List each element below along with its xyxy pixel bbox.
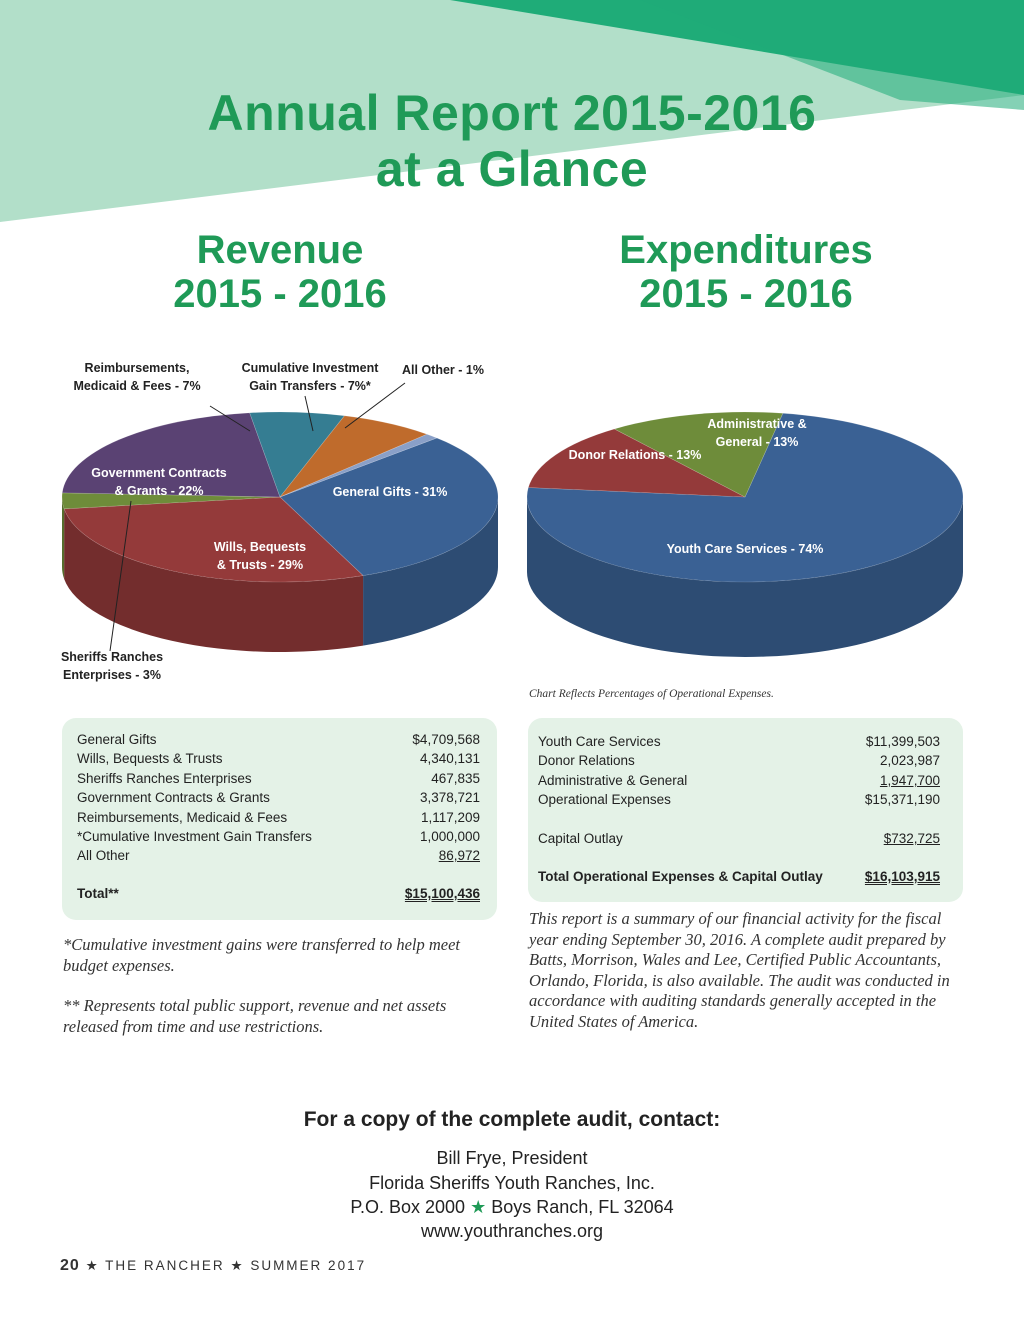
row-label: *Cumulative Investment Gain Transfers — [77, 829, 312, 844]
row-label: All Other — [77, 848, 130, 863]
slice-label-all-other: All Other - 1% — [402, 363, 484, 377]
row-label: Total Operational Expenses & Capital Outlay — [538, 869, 823, 884]
slice-label-wills-bequests-trusts: Wills, Bequests & Trusts - 29% — [213, 540, 307, 572]
row-value: 1,117,209 — [420, 810, 480, 825]
table-row — [538, 831, 940, 846]
row-value: 4,340,131 — [419, 751, 480, 766]
star-icon: ★ — [470, 1197, 487, 1217]
slice-label-donor-relations: Donor Relations - 13% — [568, 448, 702, 462]
row-label: Operational Expenses — [538, 792, 671, 807]
contact-name: Bill Frye, President — [436, 1148, 588, 1168]
table-row — [77, 732, 480, 747]
total-row — [538, 869, 940, 884]
row-label: Reimbursements, Medicaid & Fees — [77, 810, 288, 825]
table-row — [77, 848, 480, 863]
revenue-footnote-1: *Cumulative investment gains were transferred to help meet budget expenses. — [63, 935, 460, 975]
contact-website[interactable]: www.youthranches.org — [420, 1221, 604, 1241]
row-label: Sheriffs Ranches Enterprises — [77, 771, 252, 786]
row-value: 1,000,000 — [419, 829, 480, 844]
table-row — [77, 790, 480, 805]
star-icon: ★ — [230, 1258, 251, 1273]
slice-label-general-gifts: General Gifts - 31% — [332, 485, 448, 499]
chart-note: Chart Reflects Percentages of Operational Expenses. — [529, 688, 774, 700]
table-row — [538, 753, 940, 768]
contact-org: Florida Sheriffs Youth Ranches, Inc. — [369, 1173, 655, 1193]
page-footer: 20 ★ THE RANCHER ★ SUMMER 2017 — [60, 1257, 367, 1274]
total-row — [77, 886, 480, 901]
row-value: 467,835 — [431, 771, 480, 786]
row-value: $16,103,915 — [864, 869, 940, 884]
row-label: Administrative & General — [538, 773, 688, 788]
pie-side-sheriffs-ranches-enterprises — [62, 497, 64, 579]
slice-label-cumulative-investment-gain-transfers: Cumulative Investment Gain Transfers - 7%* — [241, 361, 379, 393]
row-value: $15,371,190 — [864, 792, 940, 807]
row-label: General Gifts — [77, 732, 157, 747]
row-value: $11,399,503 — [865, 734, 940, 749]
row-value: $4,709,568 — [412, 732, 480, 747]
slice-label-administrative-general: Administrative & General - 13% — [707, 417, 807, 449]
row-label: Government Contracts & Grants — [77, 790, 270, 805]
table-row — [538, 734, 940, 749]
row-label: Youth Care Services — [538, 734, 661, 749]
row-value: 3,378,721 — [419, 790, 480, 805]
slice-label-government-contracts-grants: Government Contracts & Grants - 22% — [91, 466, 227, 498]
pie-charts — [0, 340, 1024, 690]
contact-heading: For a copy of the complete audit, contact: — [303, 1108, 721, 1131]
star-icon: ★ — [85, 1258, 106, 1273]
row-value: 2,023,987 — [879, 753, 940, 768]
audit-summary: This report is a summary of our financial activity for the fiscal year ending September 30, 2016. A complete audit prepared by Batts, Morrison, Wales and Lee, Certified Public Accountants, Orlando, Florida, is also available. The audit was conducted in accordance with auditing standards generally accepted in the United States of America. — [529, 909, 950, 1031]
revenue-footnote-2: ** Represents total public support, revenue and net assets released from time and use restrictions. — [63, 996, 447, 1036]
table-row — [77, 771, 480, 786]
revenue-heading: Revenue 2015 - 2016 — [173, 228, 387, 316]
expenditures-heading: Expenditures 2015 - 2016 — [619, 228, 873, 316]
table-row — [538, 773, 940, 788]
row-value: $15,100,436 — [404, 886, 480, 901]
row-value: 86,972 — [438, 848, 480, 863]
table-row — [538, 792, 940, 807]
slice-label-reimbursements-medicaid-fees: Reimbursements, Medicaid & Fees - 7% — [73, 361, 201, 393]
row-label: Donor Relations — [538, 753, 635, 768]
slice-label-sheriffs-ranches-enterprises: Sheriffs Ranches Enterprises - 3% — [60, 650, 164, 682]
table-row — [77, 829, 480, 844]
row-value: 1,947,700 — [879, 773, 940, 788]
table-row — [77, 810, 480, 825]
slice-label-youth-care-services: Youth Care Services - 74% — [666, 542, 824, 556]
row-label: Capital Outlay — [538, 831, 623, 846]
row-value: $732,725 — [883, 831, 940, 846]
row-label: Total** — [77, 886, 119, 901]
table-row — [77, 751, 480, 766]
contact-address: P.O. Box 2000 ★ Boys Ranch, FL 32064 — [350, 1197, 674, 1217]
row-label: Wills, Bequests & Trusts — [77, 751, 223, 766]
